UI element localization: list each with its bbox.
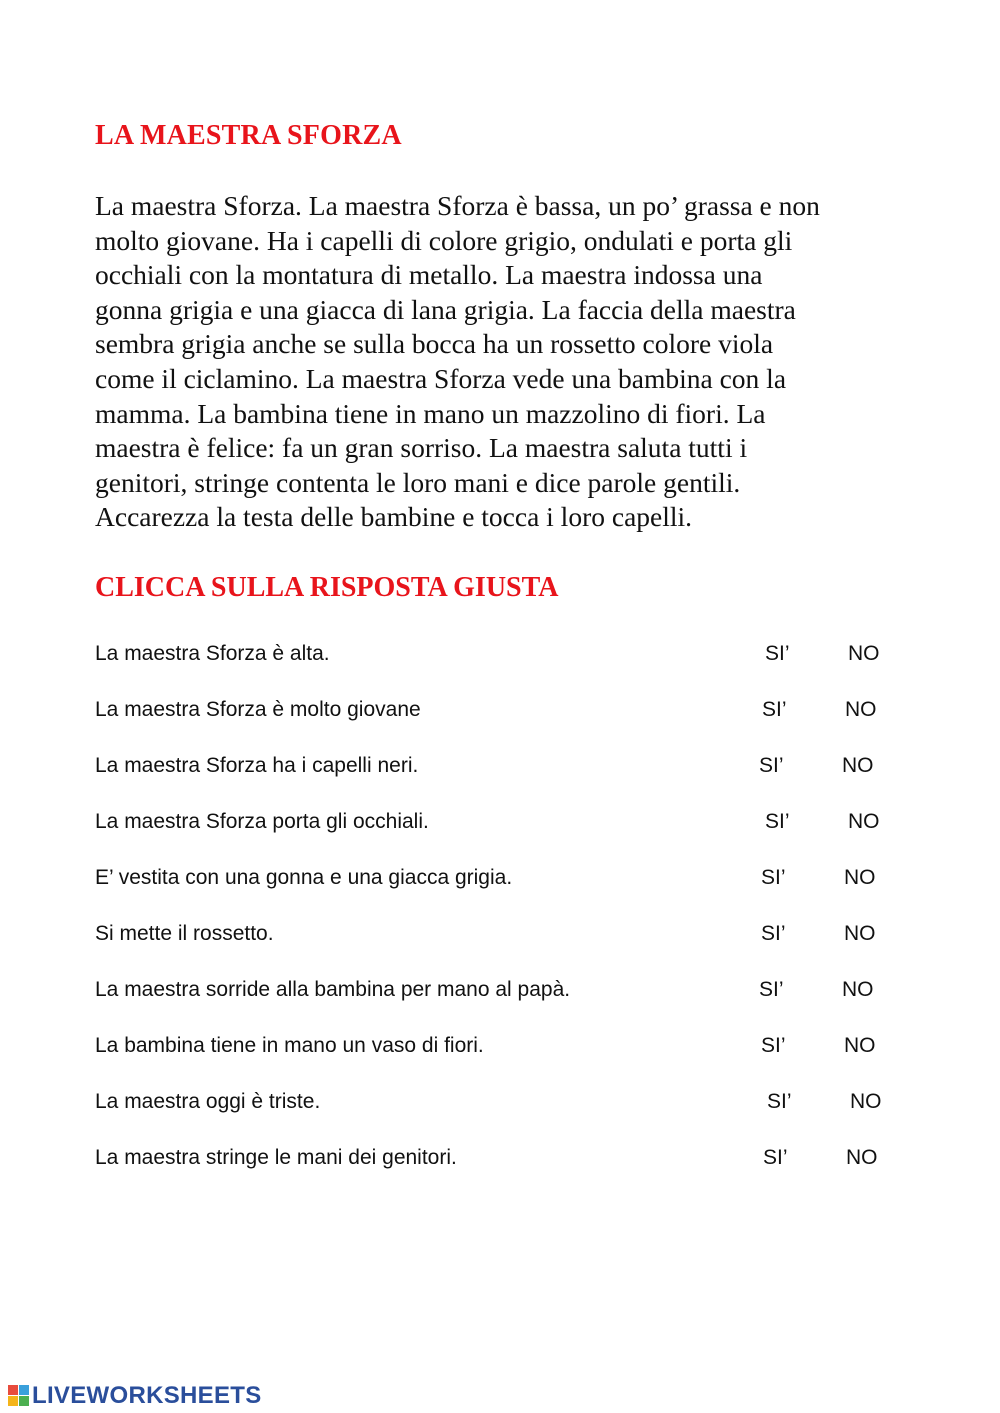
question-text: Si mette il rossetto. (95, 922, 274, 945)
question-text: La bambina tiene in mano un vaso di fiori. (95, 1034, 484, 1057)
question-row (95, 806, 915, 862)
passage-line: mamma. La bambina tiene in mano un mazzolino di fiori. La (95, 397, 766, 429)
answer-yes-option[interactable]: SI’ (763, 1146, 788, 1169)
question-text: La maestra Sforza ha i capelli neri. (95, 754, 419, 777)
passage-line: occhiali con la montatura di metallo. La maestra indossa una (95, 259, 763, 291)
question-row (95, 918, 915, 974)
question-list (95, 638, 915, 1198)
question-row (95, 974, 915, 1030)
answer-no-option[interactable]: NO (842, 978, 874, 1001)
worksheet-title: LA MAESTRA SFORZA (95, 120, 402, 151)
answer-no-option[interactable]: NO (848, 642, 880, 665)
question-text: E’ vestita con una gonna e una giacca grigia. (95, 866, 513, 889)
answer-yes-option[interactable]: SI’ (767, 1090, 792, 1113)
passage-line: Accarezza la testa delle bambine e tocca i loro capelli. (95, 501, 693, 533)
passage-line: La maestra Sforza. La maestra Sforza è bassa, un po’ grassa e non (95, 190, 820, 221)
answer-no-option[interactable]: NO (844, 1034, 876, 1057)
passage-line: gonna grigia e una giacca di lana grigia. La faccia della maestra (95, 293, 796, 325)
answer-yes-option[interactable]: SI’ (761, 1034, 786, 1057)
passage-line: sembra grigia anche se sulla bocca ha un rossetto colore viola (95, 328, 774, 360)
logo-text: LIVEWORKSHEETS (32, 1382, 262, 1409)
passage-line: maestra è felice: fa un gran sorriso. La maestra saluta tutti i (95, 432, 748, 464)
question-row (95, 750, 915, 806)
question-row (95, 694, 915, 750)
passage-line: come il ciclamino. La maestra Sforza vede una bambina con la (95, 362, 787, 394)
answer-yes-option[interactable]: SI’ (762, 698, 787, 721)
answer-yes-option[interactable]: SI’ (765, 642, 790, 665)
question-row (95, 1086, 915, 1142)
instruction-heading: CLICCA SULLA RISPOSTA GIUSTA (95, 572, 559, 603)
answer-no-option[interactable]: NO (848, 810, 880, 833)
answer-yes-option[interactable]: SI’ (765, 810, 790, 833)
liveworksheets-logo-icon (8, 1385, 30, 1407)
question-text: La maestra sorride alla bambina per mano al papà. (95, 978, 571, 1001)
question-row (95, 638, 915, 694)
question-row (95, 1142, 915, 1198)
answer-no-option[interactable]: NO (845, 698, 877, 721)
question-text: La maestra Sforza è molto giovane (95, 698, 421, 721)
answer-yes-option[interactable]: SI’ (761, 866, 786, 889)
answer-yes-option[interactable]: SI’ (759, 978, 784, 1001)
answer-yes-option[interactable]: SI’ (759, 754, 784, 777)
question-text: La maestra oggi è triste. (95, 1090, 321, 1113)
question-text: La maestra Sforza porta gli occhiali. (95, 810, 429, 833)
question-text: La maestra Sforza è alta. (95, 642, 330, 665)
answer-no-option[interactable]: NO (842, 754, 874, 777)
answer-no-option[interactable]: NO (844, 866, 876, 889)
passage-line: genitori, stringe contenta le loro mani e dice parole gentili. (95, 466, 741, 498)
answer-no-option[interactable]: NO (850, 1090, 882, 1113)
liveworksheets-logo (8, 1382, 262, 1410)
passage-line: molto giovane. Ha i capelli di colore grigio, ondulati e porta gli (95, 224, 793, 256)
question-text: La maestra stringe le mani dei genitori. (95, 1146, 457, 1169)
answer-no-option[interactable]: NO (844, 922, 876, 945)
question-row (95, 1030, 915, 1086)
reading-passage (95, 189, 925, 535)
answer-no-option[interactable]: NO (846, 1146, 878, 1169)
question-row (95, 862, 915, 918)
answer-yes-option[interactable]: SI’ (761, 922, 786, 945)
